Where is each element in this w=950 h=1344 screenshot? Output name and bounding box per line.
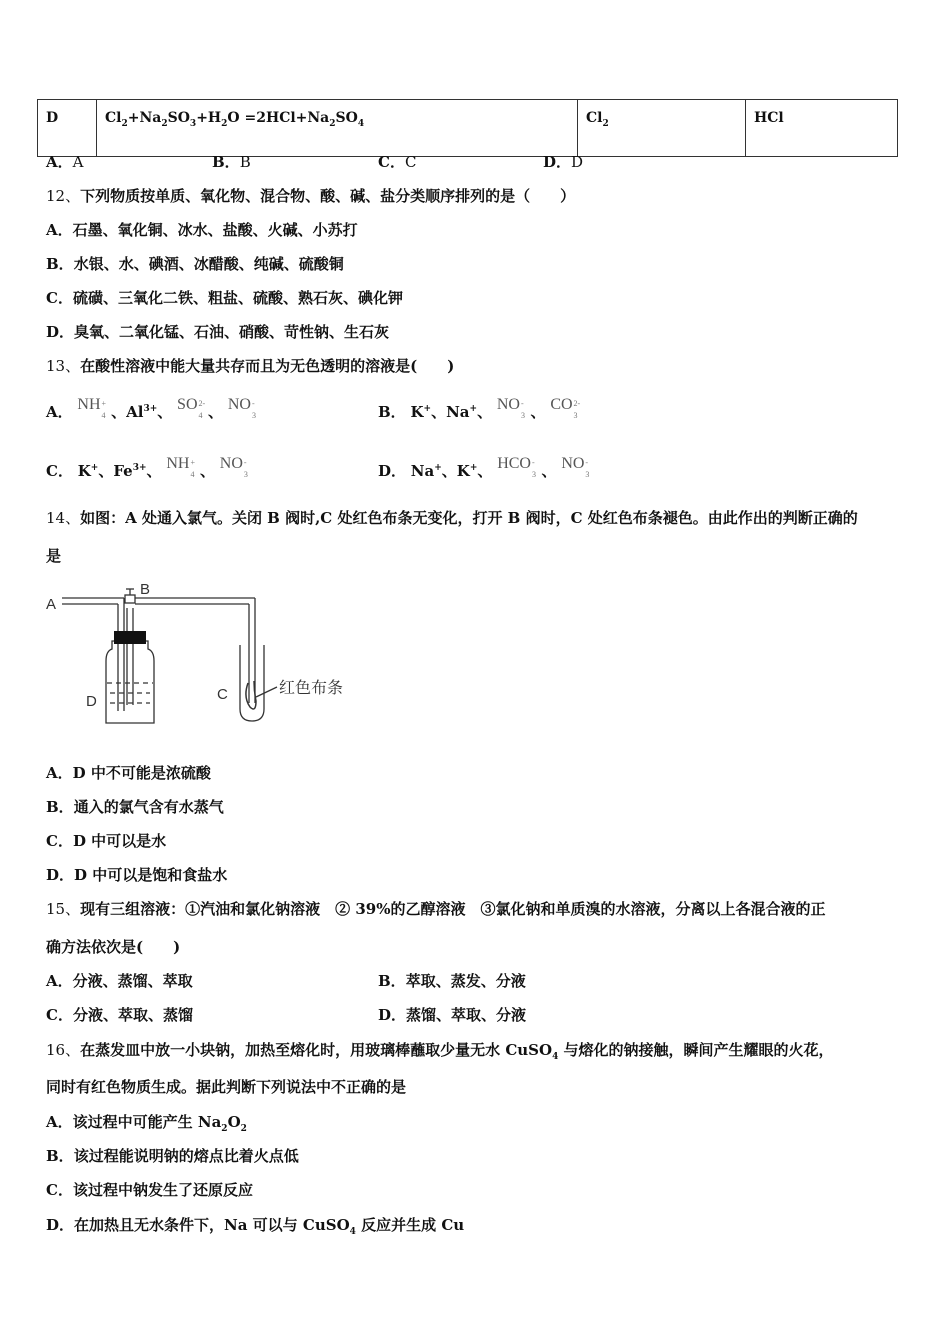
q12-stem: 12、下列物质按单质、氧化物、混合物、酸、碱、盐分类顺序排列的是（ ） — [46, 187, 576, 205]
table-cell-label: D — [38, 100, 97, 157]
q14-stem-line2: 是 — [46, 547, 62, 565]
q13-stem: 13、在酸性溶液中能大量共存而且为无色透明的溶液是( ) — [46, 357, 455, 375]
ion-no3: NO - 3 — [561, 455, 590, 480]
q15-option-b[interactable]: B．萃取、蒸发、分液 — [378, 972, 526, 990]
q13-option-a[interactable]: A． NH + 4 、$Al^{3+}$、 SO 2- 4 、 NO - 3 — [46, 396, 256, 421]
label-d: D — [86, 693, 97, 710]
table-row — [38, 100, 898, 157]
q15-stem-line2: 确方法依次是( ) — [46, 938, 181, 956]
label-c: C — [217, 686, 228, 703]
ion-nh4: NH + 4 — [77, 396, 107, 421]
ion-nh4: NH + 4 — [166, 455, 195, 480]
ion-no3: NO - 3 — [227, 396, 256, 421]
q16-option-b[interactable]: B．该过程能说明钠的熔点比着火点低 — [46, 1147, 299, 1165]
q14-option-d[interactable]: D．D 中可以是饱和食盐水 — [46, 866, 228, 884]
q14-option-b[interactable]: B．通入的氯气含有水蒸气 — [46, 798, 224, 816]
ion-no3: NO - 3 — [496, 396, 525, 421]
q15-option-d[interactable]: D．蒸馏、萃取、分液 — [378, 1006, 527, 1024]
ion-so4: SO 2- 4 — [177, 396, 206, 421]
q16-stem-line2: 同时有红色物质生成。据此判断下列说法中不正确的是 — [46, 1078, 407, 1096]
q16-option-c[interactable]: C．该过程中钠发生了还原反应 — [46, 1181, 253, 1199]
reaction-table — [37, 99, 898, 157]
q12-option-d[interactable]: D．臭氧、二氧化锰、石油、硝酸、苛性钠、生石灰 — [46, 323, 390, 341]
ion-hco3: HCO - 3 — [497, 455, 536, 480]
q13-option-b[interactable]: B． K+、Na+、 NO - 3 、 CO 2- 3 — [378, 396, 581, 421]
label-a: A — [46, 596, 57, 613]
q14-stem: 14、如图：A 处通入氯气。关闭 B 阀时,C 处红色布条无变化，打开 B 阀时，C 处红色布条褪色。由此作出的判断正确的 — [46, 509, 858, 527]
q16-option-d[interactable]: D．在加热且无水条件下，Na 可以与 CuSO$_4$ 反应并生成 Cu — [46, 1216, 465, 1237]
q16-option-a[interactable]: A．该过程中可能产生 $Na_2O_2$ — [46, 1113, 247, 1134]
q12-option-a[interactable]: A．石墨、氧化铜、冰水、盐酸、火碱、小苏打 — [46, 221, 358, 239]
table-cell-col3: $Cl_2$ — [578, 100, 746, 157]
table-cell-col4: HCl — [746, 100, 898, 157]
apparatus-figure — [40, 575, 370, 735]
q15-stem: 15、现有三组溶液：①汽油和氯化钠溶液 ② 39%的乙醇溶液 ③氯化钠和单质溴的水溶液，分离以上各混合液的正 — [46, 900, 826, 918]
q12-option-c[interactable]: C．硫磺、三氧化二铁、粗盐、硫酸、熟石灰、碘化钾 — [46, 289, 403, 307]
ion-no3: NO - 3 — [219, 455, 248, 480]
q13-option-c[interactable]: C． K+、$Fe^{3+}$、 NH + 4 、 NO - 3 — [46, 455, 248, 480]
q13-option-d[interactable]: D． Na+、K+、 HCO - 3 、 NO - 3 — [378, 455, 590, 480]
q15-option-a[interactable]: A．分液、蒸馏、萃取 — [46, 972, 193, 990]
q15-option-c[interactable]: C．分液、萃取、蒸馏 — [46, 1006, 193, 1024]
q14-option-a[interactable]: A．D 中不可能是浓硫酸 — [46, 764, 211, 782]
q11-option-c[interactable]: C．C — [378, 153, 417, 171]
label-b: B — [140, 581, 151, 598]
q11-option-d[interactable]: D．D — [543, 153, 584, 171]
cloth-label: 红色布条 — [279, 680, 344, 697]
table-cell-equation: $Cl_2+Na_2SO_3+H_2O =2HCl+Na_2SO_4$ — [97, 100, 578, 157]
ion-co3: CO 2- 3 — [550, 396, 581, 421]
q11-option-a[interactable]: A．A — [46, 153, 84, 171]
q11-option-b[interactable]: B．B — [212, 153, 251, 171]
q14-option-c[interactable]: C．D 中可以是水 — [46, 832, 167, 850]
bottle-stopper — [114, 631, 146, 644]
q16-stem: 16、在蒸发皿中放一小块钠，加热至熔化时，用玻璃棒蘸取少量无水 CuSO$_4$ 与熔化的钠接触，瞬间产生耀眼的火花， — [46, 1041, 834, 1062]
q12-option-b[interactable]: B．水银、水、碘酒、冰醋酸、纯碱、硫酸铜 — [46, 255, 344, 273]
